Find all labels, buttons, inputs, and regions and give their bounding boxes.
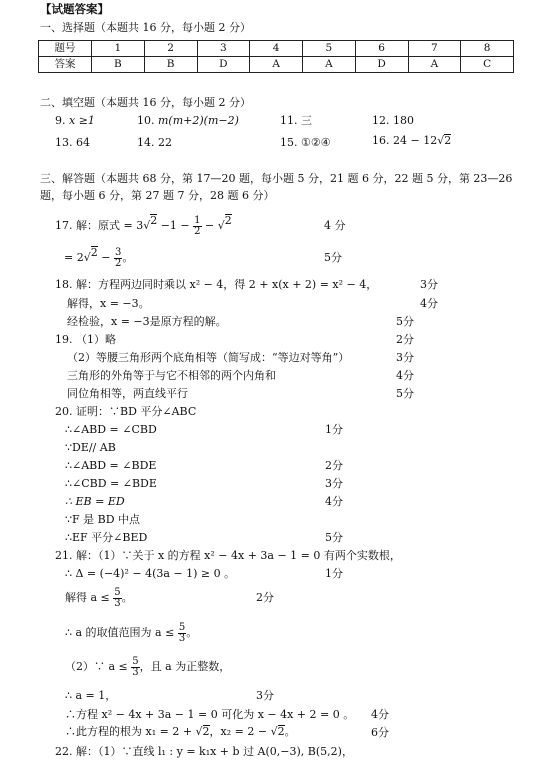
q21-line6: ∴ a = 1，: [65, 689, 117, 702]
q15-answer: ①②④: [301, 136, 331, 149]
q20-line2: ∴∠ABD = ∠CBD: [65, 423, 157, 436]
section-heading-solve-line2: 题，每小题 6 分，第 27 题 7 分，28 题 6 分）: [40, 189, 275, 202]
answer-q13: 13. 64: [55, 136, 90, 149]
q11-answer: 三: [301, 114, 312, 127]
table-cell-number: 4: [250, 41, 303, 57]
q21-line3: 解得 a ≤ $\frac{5}{3}$ 。: [65, 586, 133, 609]
q20-line4: ∴∠ABD = ∠BDE: [65, 459, 157, 472]
q16-number: 16.: [372, 134, 390, 147]
answer-q16: [372, 134, 451, 148]
table-cell-number: 3: [197, 41, 250, 57]
fraction: $\frac{3}{2}$: [114, 246, 122, 269]
q19-score2: 3分: [396, 351, 414, 364]
q18-score3: 5分: [396, 315, 414, 328]
q9-number: 9.: [55, 114, 66, 127]
sqrt-symbol: √ 2: [270, 725, 285, 738]
q20-line8: ∴EF 平分∠BED: [65, 531, 148, 544]
q21-line5: （2）∵ a ≤ $\frac{5}{3}$ ，且 a 为正整数，: [65, 655, 231, 678]
q21-line8: ∴此方程的根为 x₁ = 2 + √ 2 ，x₂ = 2 − √ 2 。: [65, 725, 296, 738]
q21-score3: 2分: [256, 591, 274, 604]
table-header-answer: 答案: [39, 57, 92, 73]
table-cell-number: 7: [408, 41, 461, 57]
q20-line7: ∵F 是 BD 中点: [65, 513, 141, 526]
table-cell-answer: A: [408, 57, 461, 73]
answer-q11: [280, 114, 312, 128]
q20-line5: ∴∠CBD = ∠BDE: [65, 477, 157, 490]
table-cell-answer: B: [92, 57, 145, 73]
q17-line2: = 2 √ 2 − $\frac{3}{2}$ 。: [64, 246, 134, 269]
table-cell-answer: C: [461, 57, 514, 73]
q19-line4: 同位角相等，两直线平行: [67, 387, 188, 400]
q19-score4: 5分: [396, 387, 414, 400]
sqrt-symbol: √ 2: [217, 214, 232, 232]
answer-q9: [55, 114, 95, 128]
fraction: $\frac{5}{3}$: [114, 586, 121, 609]
q21-score7: 4分: [371, 708, 389, 721]
q17-score2: 5分: [324, 251, 342, 264]
q17-score1: 4 分: [324, 219, 346, 232]
q18-line1: 18. 解：方程两边同时乘以 x² − 4，得 2 + x(x + 2) = x² − 4，: [55, 278, 378, 291]
choice-answer-table: [38, 40, 514, 73]
answer-q12: 12. 180: [372, 114, 414, 127]
q21-score6: 3分: [256, 689, 274, 702]
section-heading-choice: 一、选择题（本题共 16 分，每小题 2 分）: [40, 21, 251, 34]
q11-number: 11.: [280, 114, 298, 127]
table-header-number: 题号: [39, 41, 92, 57]
q20-score2: 1分: [325, 423, 343, 436]
fraction: $\frac{5}{3}$: [178, 621, 186, 644]
q19-line3: 三角形的外角等于与它不相邻的两个内角和: [67, 369, 276, 382]
table-cell-number: 6: [355, 41, 408, 57]
table-row-numbers: [39, 41, 514, 57]
q18-score2: 4分: [420, 297, 438, 310]
answer-title: 【试题答案】: [40, 2, 109, 16]
q18-score1: 3分: [420, 278, 438, 291]
q10-answer: m(m+2)(m−2): [158, 114, 239, 127]
table-cell-answer: A: [303, 57, 356, 73]
section-heading-fill: 二、填空题（本题共 16 分，每小题 2 分）: [40, 96, 251, 109]
answer-q14: 14. 22: [137, 136, 172, 149]
q20-score8: 5分: [325, 531, 343, 544]
q22-line1: 22. 解：（1）∵直线 l₁ : y = k₁x + b 过 A(0,−3), B(5,2)，: [55, 745, 353, 758]
q20-score5: 3分: [325, 477, 343, 490]
q21-line2: ∴ Δ = (−4)² − 4(3a − 1) ≥ 0 。: [65, 567, 236, 580]
q19-line1: 19. （1）略: [55, 333, 116, 346]
q20-line3: ∵DE// AB: [65, 441, 116, 454]
section-heading-solve-line1: 三、解答题（本题共 68 分，第 17—20 题，每小题 5 分，21 题 6 分，22 题 5 分，第 23—26: [40, 172, 513, 185]
fraction: $\frac{1}{2}$: [194, 214, 201, 237]
q20-line1: 20. 证明：∵BD 平分∠ABC: [55, 405, 197, 418]
table-cell-answer: A: [250, 57, 303, 73]
table-cell-number: 8: [461, 41, 514, 57]
table-cell-answer: D: [197, 57, 250, 73]
q18-line2: 解得，x = −3。: [67, 297, 150, 310]
fraction: $\frac{5}{3}$: [132, 655, 139, 678]
q20-score4: 2分: [325, 459, 343, 472]
q21-line1: 21. 解：（1）∵关于 x 的方程 x² − 4x + 3a − 1 = 0 有两个实数根，: [55, 549, 401, 562]
q20-line6: ∴ EB = ED: [65, 495, 125, 508]
q19-score1: 2分: [396, 333, 414, 346]
q17-line1: 17. 解：原式 = 3 √ 2 −1 − $\frac{1}{2}$ − √ 2: [55, 214, 232, 237]
q9-answer: x ≥1: [69, 114, 95, 127]
q21-score8: 6分: [371, 726, 389, 739]
table-cell-number: 1: [92, 41, 145, 57]
sqrt-symbol: √ 2: [143, 214, 158, 232]
answer-q10: [137, 114, 239, 128]
sqrt-symbol: √ 2: [83, 246, 98, 264]
q15-number: 15.: [280, 136, 298, 149]
table-cell-answer: D: [355, 57, 408, 73]
sqrt-symbol: √ 2: [195, 725, 210, 738]
q19-score3: 4分: [396, 369, 414, 382]
sqrt-symbol: √ 2: [437, 134, 452, 147]
q21-line7: ∴方程 x² − 4x + 3a − 1 = 0 可化为 x − 4x + 2 = 0 。: [65, 708, 355, 721]
table-cell-answer: B: [144, 57, 197, 73]
table-row-answers: [39, 57, 514, 73]
q21-line4: ∴ a 的取值范围为 a ≤ $\frac{5}{3}$ 。: [65, 621, 198, 644]
q19-line2: （2）等腰三角形两个底角相等（简写成：“等边对等角”）: [67, 351, 350, 364]
table-cell-number: 5: [303, 41, 356, 57]
answer-q15: [280, 136, 331, 150]
q20-score6: 4分: [325, 495, 343, 508]
q18-line3: 经检验，x = −3是原方程的解。: [67, 315, 227, 328]
q16-answer: 24 − 12: [393, 134, 438, 147]
q10-number: 10.: [137, 114, 155, 127]
q21-score2: 1分: [325, 567, 343, 580]
table-cell-number: 2: [144, 41, 197, 57]
